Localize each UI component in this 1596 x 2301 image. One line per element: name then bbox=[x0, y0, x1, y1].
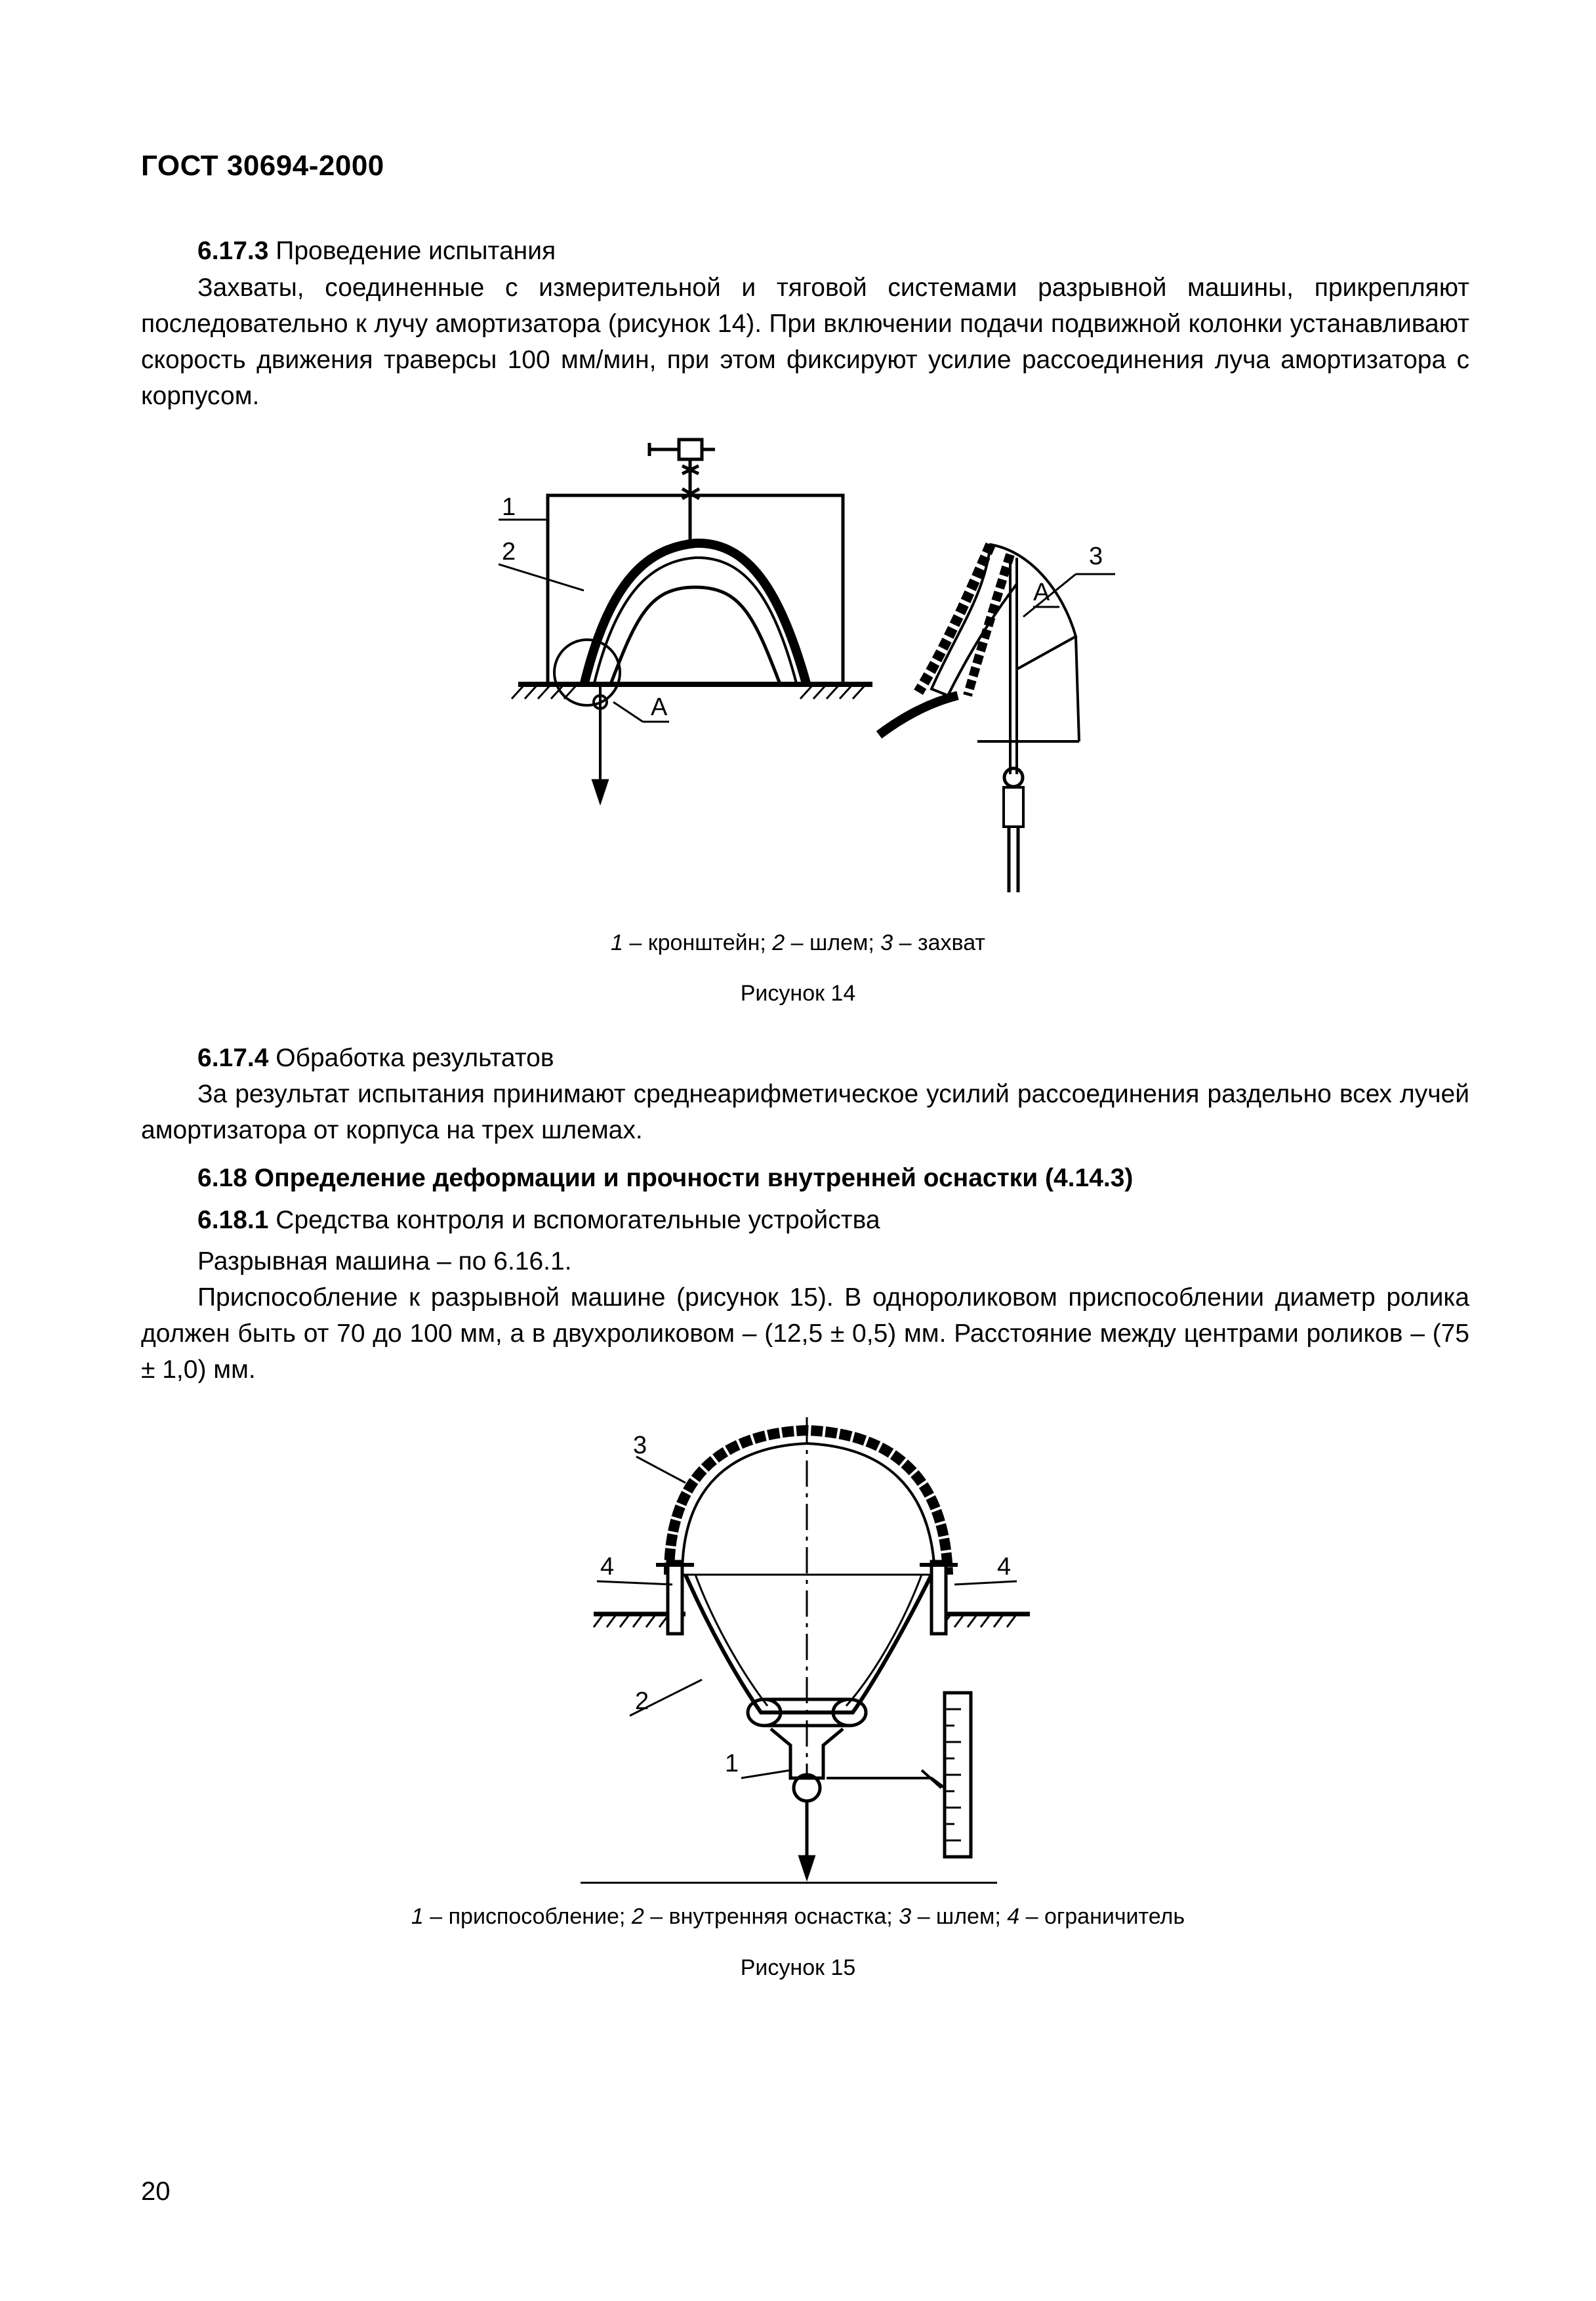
figure-14-legend: 1 – кронштейн; 2 – шлем; 3 – захват bbox=[611, 930, 985, 955]
helmet-shell-fig15 bbox=[669, 1430, 948, 1575]
fig15-label-4-right: 4 bbox=[997, 1553, 1012, 1581]
fig15-label-4-left: 4 bbox=[600, 1553, 615, 1581]
figure-15-legend: 1 – приспособление; 2 – внутренняя оснастка; 3 – шлем; 4 – ограничитель bbox=[411, 1904, 1185, 1929]
figure-14 bbox=[485, 433, 1155, 912]
section-6-18-1-p2: Приспособление к разрывной машине (рисунок 15). В однороликовом приспособлении диаметр ролика должен быть от 70 до 100 мм, а в двухроликовом – (12,5 ± 0,5) мм. Расстояние между центрами роликов – (75 ± 1,0) мм. bbox=[141, 1283, 1469, 1384]
fig14-label-a-detail: A bbox=[1033, 579, 1050, 606]
figure-15-rule bbox=[581, 1882, 997, 1884]
fig14-label-2: 2 bbox=[502, 538, 516, 566]
leader-2 bbox=[499, 564, 584, 591]
fig15-label-1: 1 bbox=[725, 1750, 739, 1777]
document-header: ГОСТ 30694-2000 bbox=[141, 150, 384, 182]
section-6-17-4-heading: 6.17.4 Обработка результатов bbox=[197, 1044, 554, 1072]
section-title: Проведение испытания bbox=[276, 237, 556, 265]
fig14-label-1: 1 bbox=[502, 493, 516, 521]
section-6-18-heading: 6.18 Определение деформации и прочности внутренней оснастки (4.14.3) bbox=[197, 1164, 1134, 1192]
figure-15-title: Рисунок 15 bbox=[740, 1955, 856, 1980]
figure-14-title: Рисунок 14 bbox=[740, 981, 856, 1006]
section-6-17-4-text: За результат испытания принимают среднеарифметическое усилий рассоединения раздельно всех лучей амортизатора от корпуса на трех шлемах. bbox=[141, 1080, 1469, 1144]
section-6-18-1-heading: 6.18.1 Средства контроля и вспомогательные устройства bbox=[197, 1206, 880, 1234]
section-6-17-3-text: Захваты, соединенные с измерительной и тяговой системами разрывной машины, прикрепляют последовательно к лучу амортизатора (рисунок 14). При включении подачи подвижной колонки устанавливают скорость движения траверсы 100 мм/мин, при этом фиксируют усилие рассоединения луча амортизатора с корпусом. bbox=[141, 274, 1469, 410]
fig14-label-a: A bbox=[651, 694, 668, 721]
fig15-label-2: 2 bbox=[635, 1688, 649, 1715]
fig15-label-3: 3 bbox=[633, 1432, 647, 1459]
figure-15 bbox=[577, 1411, 1050, 1890]
section-6-17-3-heading bbox=[197, 233, 556, 269]
section-number: 6.17.3 bbox=[197, 237, 269, 265]
section-6-18-1-p1: Разрывная машина – по 6.16.1. bbox=[197, 1247, 572, 1275]
page-number: 20 bbox=[141, 2177, 171, 2206]
inner-rigging bbox=[685, 1575, 931, 1712]
fig14-label-3: 3 bbox=[1089, 543, 1103, 570]
